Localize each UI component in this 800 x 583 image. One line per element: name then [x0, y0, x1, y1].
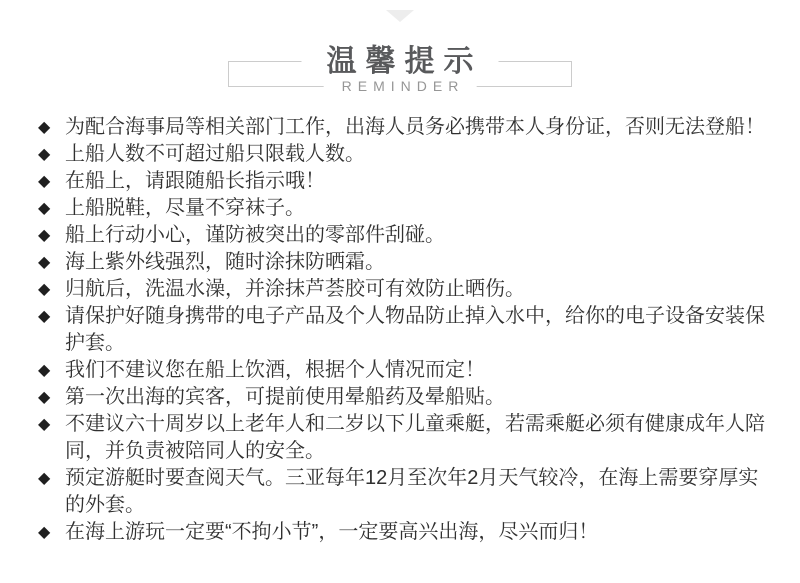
diamond-bullet-icon: ◆ [38, 227, 51, 244]
list-item [38, 519, 774, 546]
tip-text: 在船上，请跟随船长指示哦！ [65, 170, 325, 192]
list-item [38, 141, 774, 168]
tip-text: 为配合海事局等相关部门工作，出海人员务必携带本人身份证，否则无法登船！ [65, 116, 765, 138]
list-item [38, 195, 774, 222]
tip-text: 请保护好随身携带的电子产品及个人物品防止掉入水中，给你的电子设备安装保护套。 [65, 305, 765, 354]
diamond-bullet-icon: ◆ [38, 281, 51, 298]
page-subtitle: REMINDER [324, 78, 477, 95]
tip-text: 船上行动小心，谨防被突出的零部件刮碰。 [65, 224, 445, 246]
list-item [38, 357, 774, 384]
diamond-bullet-icon: ◆ [38, 254, 51, 271]
diamond-bullet-icon: ◆ [38, 389, 51, 406]
diamond-bullet-icon: ◆ [38, 470, 51, 487]
list-item [38, 384, 774, 411]
diamond-bullet-icon: ◆ [38, 416, 51, 433]
diamond-bullet-icon: ◆ [38, 362, 51, 379]
tip-text: 预定游艇时要查阅天气。三亚每年12月至次年2月天气较冷，在海上需要穿厚实的外套。 [65, 467, 759, 516]
tip-text: 在海上游玩一定要“不拘小节”，一定要高兴出海，尽兴而归！ [65, 521, 599, 543]
list-item [38, 168, 774, 195]
diamond-bullet-icon: ◆ [38, 146, 51, 163]
tip-text: 我们不建议您在船上饮酒，根据个人情况而定！ [65, 359, 485, 381]
tip-text: 上船人数不可超过船只限载人数。 [65, 143, 365, 165]
diamond-bullet-icon: ◆ [38, 200, 51, 217]
diamond-bullet-icon: ◆ [38, 524, 51, 541]
list-item [38, 303, 774, 357]
tip-text: 海上紫外线强烈，随时涂抹防晒霜。 [65, 251, 385, 273]
tips-list [0, 114, 800, 546]
list-item [38, 276, 774, 303]
list-item [38, 114, 774, 141]
tip-text: 不建议六十周岁以上老年人和二岁以下儿童乘艇，若需乘艇必须有健康成年人陪同，并负责被陪同人的安全。 [65, 413, 765, 462]
list-item [38, 465, 774, 519]
list-item [38, 249, 774, 276]
diamond-bullet-icon: ◆ [38, 308, 51, 325]
list-item [38, 411, 774, 465]
page-title: 温馨提示 [302, 43, 499, 80]
tip-text: 第一次出海的宾客，可提前使用晕船药及晕船贴。 [65, 386, 505, 408]
tip-text: 归航后，洗温水澡，并涂抹芦荟胶可有效防止晒伤。 [65, 278, 525, 300]
down-triangle-icon [386, 10, 414, 22]
reminder-header [228, 45, 572, 94]
list-item [38, 222, 774, 249]
tip-text: 上船脱鞋，尽量不穿袜子。 [65, 197, 305, 219]
diamond-bullet-icon: ◆ [38, 119, 51, 136]
diamond-bullet-icon: ◆ [38, 173, 51, 190]
